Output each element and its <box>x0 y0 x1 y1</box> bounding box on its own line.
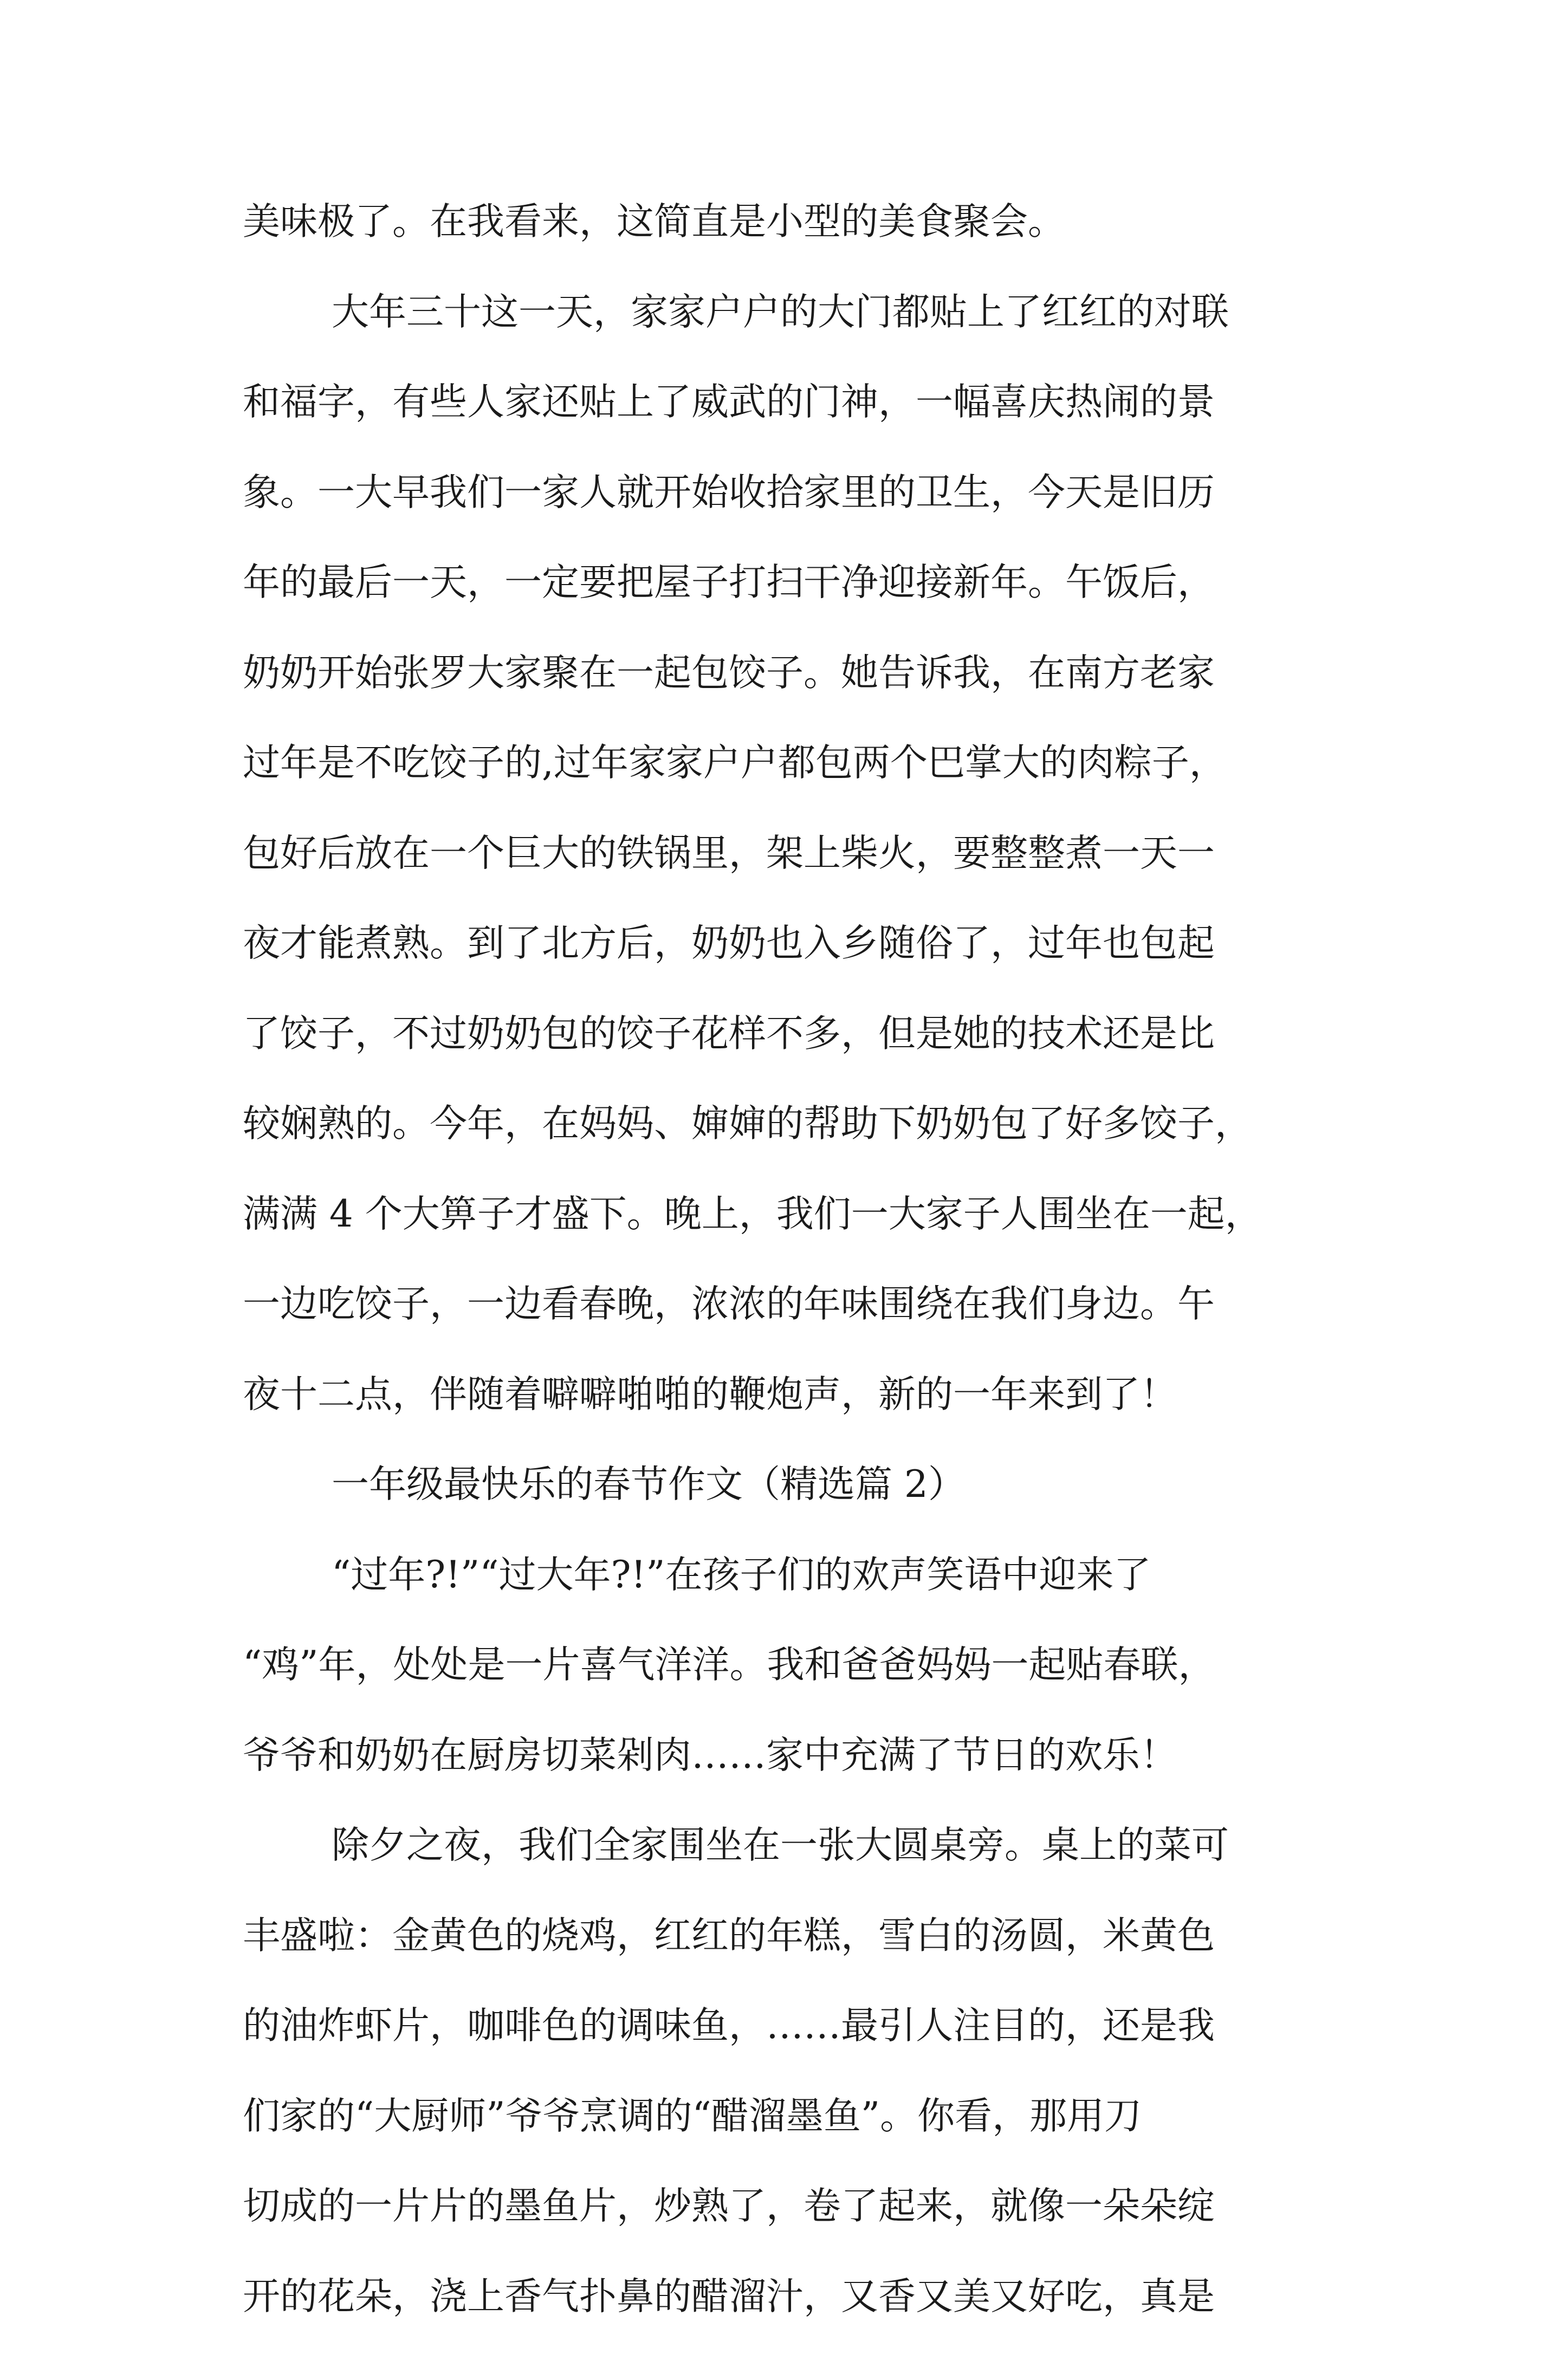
text-line: 象。一大早我们一家人就开始收拾家里的卫生，今天是旧历 <box>243 470 1215 514</box>
text-line: 美味极了。在我看来，这简直是小型的美食聚会。 <box>243 200 1065 243</box>
text-line: 和福字，有些人家还贴上了威武的门神，一幅喜庆热闹的景 <box>243 380 1215 424</box>
text-line: 奶奶开始张罗大家聚在一起包饺子。她告诉我，在南方老家 <box>243 651 1215 695</box>
text-line: 除夕之夜，我们全家围坐在一张大圆桌旁。桌上的菜可 <box>332 1824 1229 1867</box>
text-line: 夜才能煮熟。到了北方后，奶奶也入乡随俗了，过年也包起 <box>243 922 1215 965</box>
text-line: 们家的“大厨师”爷爷烹调的“醋溜墨鱼”。你看，那用刀 <box>243 2094 1142 2138</box>
section-heading: 一年级最快乐的春节作文（精选篇 2） <box>332 1463 966 1506</box>
text-line: 大年三十这一天，家家户户的大门都贴上了红红的对联 <box>332 290 1229 334</box>
text-line: 包好后放在一个巨大的铁锅里，架上柴火，要整整煮一天一 <box>243 831 1215 875</box>
text-line: 爷爷和奶奶在厨房切菜剁肉……家中充满了节日的欢乐！ <box>243 1733 1177 1777</box>
document-body <box>243 196 1337 2361</box>
text-line: 过年是不吃饺子的,过年家家户户都包两个巴掌大的肉粽子， <box>243 741 1227 784</box>
text-line: 开的花朵，浇上香气扑鼻的醋溜汁，又香又美又好吃，真是 <box>243 2274 1215 2318</box>
text-line: “过年?!”“过大年?!”在孩子们的欢声笑语中迎来了 <box>332 1553 1151 1597</box>
text-line: 一边吃饺子，一边看春晚，浓浓的年味围绕在我们身边。午 <box>243 1282 1215 1326</box>
text-line: 了饺子，不过奶奶包的饺子花样不多，但是她的技术还是比 <box>243 1011 1215 1055</box>
text-line: “鸡”年，处处是一片喜气洋洋。我和爸爸妈妈一起贴春联， <box>243 1643 1216 1687</box>
text-line: 年的最后一天，一定要把屋子打扫干净迎接新年。午饭后， <box>243 561 1215 604</box>
text-line: 满满 4 个大箅子才盛下。晚上，我们一大家子人围坐在一起， <box>243 1192 1262 1236</box>
text-line: 的油炸虾片，咖啡色的调味鱼，……最引人注目的，还是我 <box>243 2004 1215 2047</box>
text-line: 夜十二点，伴随着噼噼啪啪的鞭炮声，新的一年来到了！ <box>243 1372 1177 1416</box>
text-line: 丰盛啦：金黄色的烧鸡，红红的年糕，雪白的汤圆，米黄色 <box>243 1914 1215 1957</box>
text-line: 切成的一片片的墨鱼片，炒熟了，卷了起来，就像一朵朵绽 <box>243 2184 1215 2228</box>
text-line: 较娴熟的。今年，在妈妈、婶婶的帮助下奶奶包了好多饺子， <box>243 1102 1252 1145</box>
